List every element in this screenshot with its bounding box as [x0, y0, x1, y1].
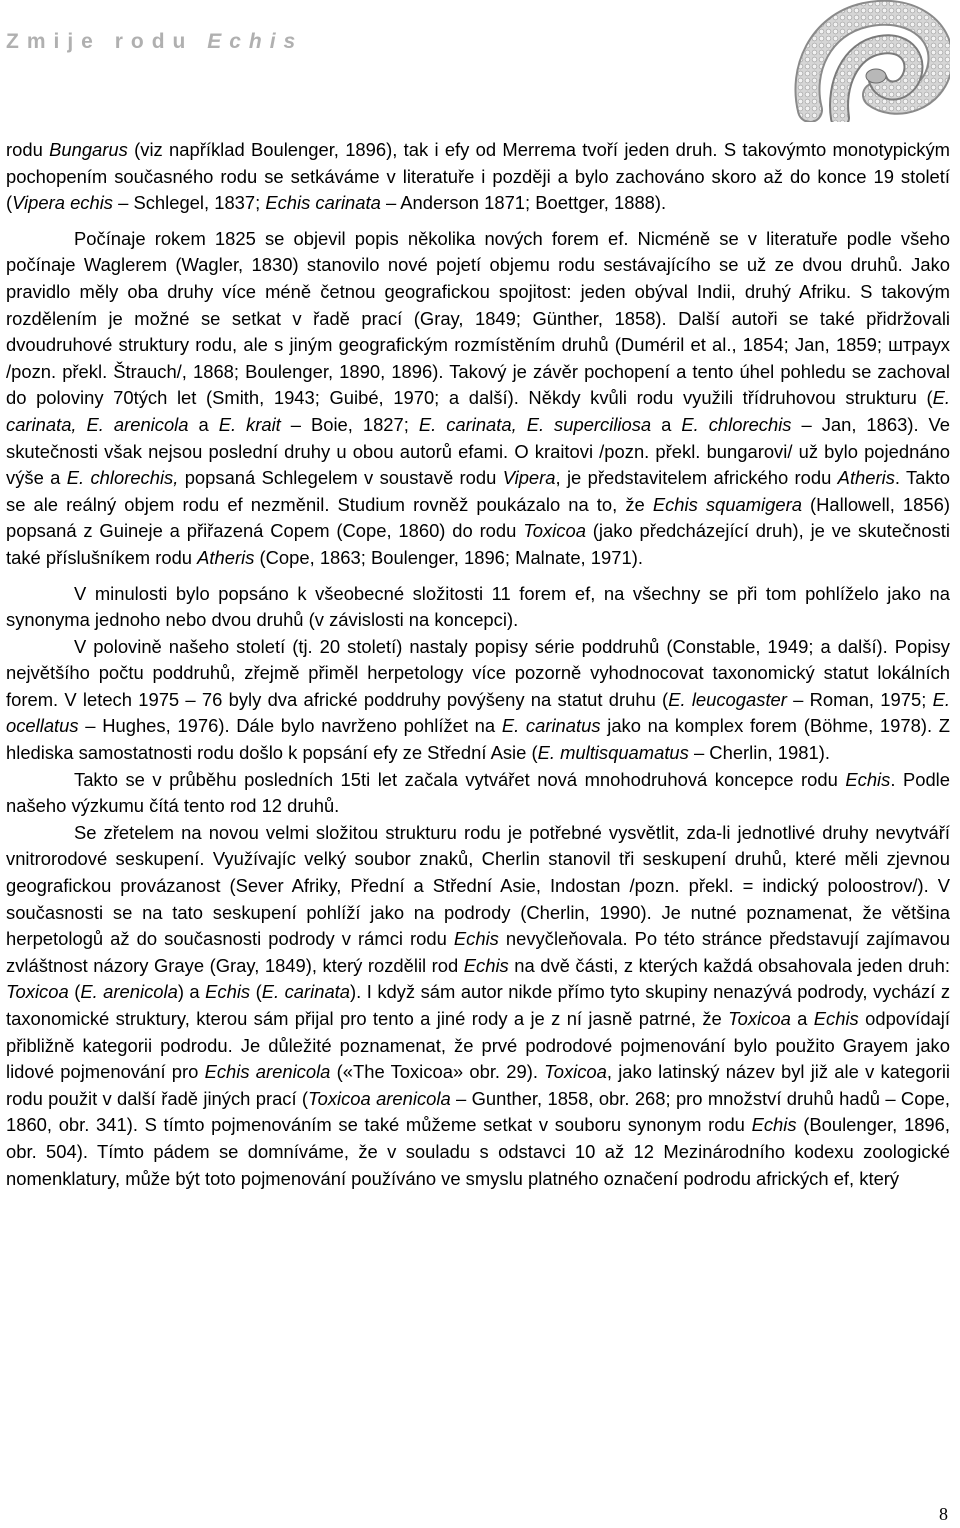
paragraph — [6, 820, 950, 1192]
text-run: V minulosti bylo popsáno k všeobecné složitosti 11 forem ef, na všechny se při tom pohlíželo jako na synonyma jednoho nebo dvou druhů (v závislosti na koncepci). — [6, 582, 950, 631]
italic-term: Toxicoa — [6, 981, 69, 1003]
text-run: (Hallowell, 1856) popsaná z Guineje a přiřazená Copem (Cope, 1860) do rodu — [6, 493, 950, 542]
text-run: , jako latinský název byl již ale v kategorii rodu použit v další řadě jiných prací ( — [6, 1061, 950, 1109]
italic-term: Toxicoa — [523, 520, 586, 542]
text-run: – Cherlin, 1981). — [688, 742, 830, 764]
italic-term: E. krait — [218, 413, 281, 435]
italic-term: Atheris — [837, 467, 895, 489]
text-run: ( — [250, 981, 262, 1003]
italic-term: E. leucogaster — [668, 688, 787, 710]
italic-term: E. carinata — [261, 981, 351, 1003]
header-word-1: Zmije — [6, 30, 101, 53]
text-run: – Hughes, 1976). Dále bylo navrženo pohlížet na — [78, 715, 502, 737]
text-run: jako na komplex forem (Böhme, 1978). Z hlediska samostatnosti rodu došlo k popsání efy ze Střední Asie ( — [6, 715, 950, 764]
text-run: – Roman, 1975; — [786, 688, 933, 710]
text-run: (Boulenger, 1896, obr. 504). Tímto pádem se domníváme, že v souladu s odstavci 10 až 12 Mezinárodního kodexu zoologické nomenklatury, může být toto pojmenování používáno ve smyslu platného označení podrodu afrických ef, který — [6, 1114, 950, 1189]
text-run: odpovídají přibližně kategorii podrodu. Je důležité poznamenat, že prvé podrodové pojmenování bylo použito Grayem jako lidové pojmenování pro — [6, 1008, 950, 1083]
text-run: rodu — [6, 139, 50, 160]
italic-term: Atheris — [197, 546, 255, 568]
text-run: – Boie, 1827; — [280, 413, 419, 435]
body-text — [6, 137, 950, 1192]
text-run: Takto se v průběhu posledních 15ti let začala vytvářet nová mnohodruhová koncepce rodu — [74, 768, 846, 790]
italic-term: Vipera echis — [12, 192, 113, 214]
italic-term: Echis — [751, 1114, 797, 1136]
italic-term: E. carinatus — [501, 715, 601, 737]
text-run: («The Toxicoa» obr. 29). — [330, 1061, 545, 1083]
text-run: . Takto se ale reálný objem rodu ef nezměnil. Studium rovněž poukázalo na to, že — [6, 467, 950, 515]
header-word-2: rodu — [114, 30, 194, 53]
text-run: a — [188, 413, 219, 435]
paragraph — [6, 137, 950, 217]
text-run: na dvě části, z kterých každá obsahovala jeden druh: — [508, 954, 950, 976]
text-run: , je představitelem afrického rodu — [555, 467, 838, 489]
italic-term: Toxicoa — [728, 1008, 791, 1029]
italic-term: Echis arenicola — [204, 1061, 331, 1083]
italic-term: Toxicoa arenicola — [308, 1087, 451, 1109]
text-run: . Podle našeho výzkumu čítá tento rod 12 druhů. — [6, 768, 950, 817]
paragraph — [6, 634, 950, 767]
text-run: – Schlegel, 1837; — [113, 192, 266, 214]
paragraph — [6, 581, 950, 634]
italic-term: E. carinata, E. superciliosa — [418, 413, 652, 435]
text-run: Počínaje rokem 1825 se objevil popis několika nových forem ef. Nicméně se v literatuře podle všeho počínaje Waglerem (Wagler, 1830) stanovilo nové pojetí objemu rodu sestávajícího se už ze dvou druhů. Jako pravidlo měly oba druhy více méně četnou geografickou spojitost: jeden obýval Indii, druhý Afriku. S takovým rozdělením je možné se setkat v řadě prací (Gray, 1849; Günther, 1858). Další autoři se také přidržovali dvoudruhové struktury rodu, ale s jiným geografickým rozmístěním druhů (Duméril et al., 1854; Jan, 1859; штраух /pozn. překl. Štrauch/, 1868; Boulenger, 1890, 1896). Takový je závěr pochopení a tento úhel pohledu se zachoval do poloviny 70tých let (Smith, 1943; Guibé, 1970; a další). Někdy kvůli rodu využili třídruhovou strukturu ( — [6, 227, 950, 409]
paragraph — [6, 226, 950, 572]
text-run: ( — [68, 981, 81, 1003]
italic-term: E. ocellatus — [6, 688, 950, 737]
text-run: ) a — [177, 981, 206, 1003]
italic-term: Echis carinata — [265, 192, 381, 214]
text-run: a — [790, 1008, 814, 1029]
italic-term: E. chlorechis, — [66, 467, 179, 489]
italic-term: E. chlorechis — [681, 413, 792, 435]
italic-term: E. multisquamatus — [537, 742, 689, 764]
running-header — [6, 30, 706, 54]
italic-term: Echis — [845, 768, 891, 790]
italic-term: Echis squamigera — [652, 493, 802, 515]
text-run: popsaná Schlegelem v soustavě rodu — [178, 467, 503, 489]
italic-term: Echis — [453, 928, 499, 950]
italic-term: Echis — [205, 981, 251, 1003]
paragraph — [6, 767, 950, 820]
page-number: 8 — [939, 1504, 948, 1524]
italic-term: E. carinata, E. arenicola — [6, 387, 950, 435]
text-run: – Anderson 1871; Boettger, 1888). — [380, 192, 667, 214]
text-run: – Jan, 1863). Ve skutečnosti však nejsou poslední druhy u obou autorů efami. O kraitovi /pozn. překl. bungarovi/ už bylo pojednáno výše a — [6, 413, 951, 489]
italic-term: E. arenicola — [80, 981, 178, 1003]
text-run: Se zřetelem na novou velmi složitou strukturu rodu je potřebné vysvětlit, zda-li jednotlivé druhy nevytváří vnitrorodové seskupení. Využívajíc velký soubor znaků, Cherlin stanovil tři seskupení druhů, které měli zjevnou geografickou provázanost (Sever Afriky, Přední a Střední Asie, Indostan /pozn. překl. = indický poloostrov/). V současnosti se na tato seskupení pohlíží jako na podrody (Cherlin, 1990). Je nutné poznamenat, že většina herpetologů až do současnosti podrody v rámci rodu — [6, 821, 950, 950]
italic-term: Echis — [463, 954, 509, 976]
text-run: a — [651, 413, 682, 435]
header-word-3: Echis — [207, 30, 304, 53]
text-run: (viz například Boulenger, 1896), tak i efy od Merrema tvoří jeden druh. S takovýmto monotypickým pochopením současného rodu se setkáváme v literatuře i později a bylo zachováno skoro až do konce 19 století ( — [6, 139, 950, 214]
text-run: V polovině našeho století (tj. 20 století) nastaly popisy série poddruhů (Constable, 1949; a další). Popisy největšího počtu poddruhů, zřejmě přiměl herpetology více pozorně vyhodnocovat taxonomický statut lokálních forem. V letech 1975 – 76 byly dva africké poddruhy povýšeny na statut druhu ( — [6, 635, 950, 710]
italic-term: Echis — [813, 1008, 859, 1029]
italic-term: Toxicoa — [544, 1061, 607, 1083]
italic-term: Vipera — [502, 467, 556, 489]
text-run: (Cope, 1863; Boulenger, 1896; Malnate, 1971). — [254, 546, 643, 568]
text-run: nevyčleňovala. Po této stránce představují zajímavou zvláštnost názory Graye (Gray, 1849), který rozdělil rod — [6, 928, 951, 976]
text-run: ). I když sám autor nikde přímo tyto skupiny nenazývá podrody, vychází z taxonomické struktury, kterou sám přijal pro tento a jiné rody a je z ní jasně patrné, že — [6, 981, 951, 1029]
italic-term: Bungarus — [49, 139, 128, 160]
text-run: (jako předcházející druh), je ve skutečnosti také příslušníkem rodu — [6, 520, 950, 568]
snake-coil-image — [790, 0, 950, 122]
text-run: – Gunther, 1858, obr. 268; pro množství druhů hadů – Cope, 1860, obr. 341). S tímto pojmenováním se také můžeme setkat v souboru synonym rodu — [6, 1087, 950, 1136]
